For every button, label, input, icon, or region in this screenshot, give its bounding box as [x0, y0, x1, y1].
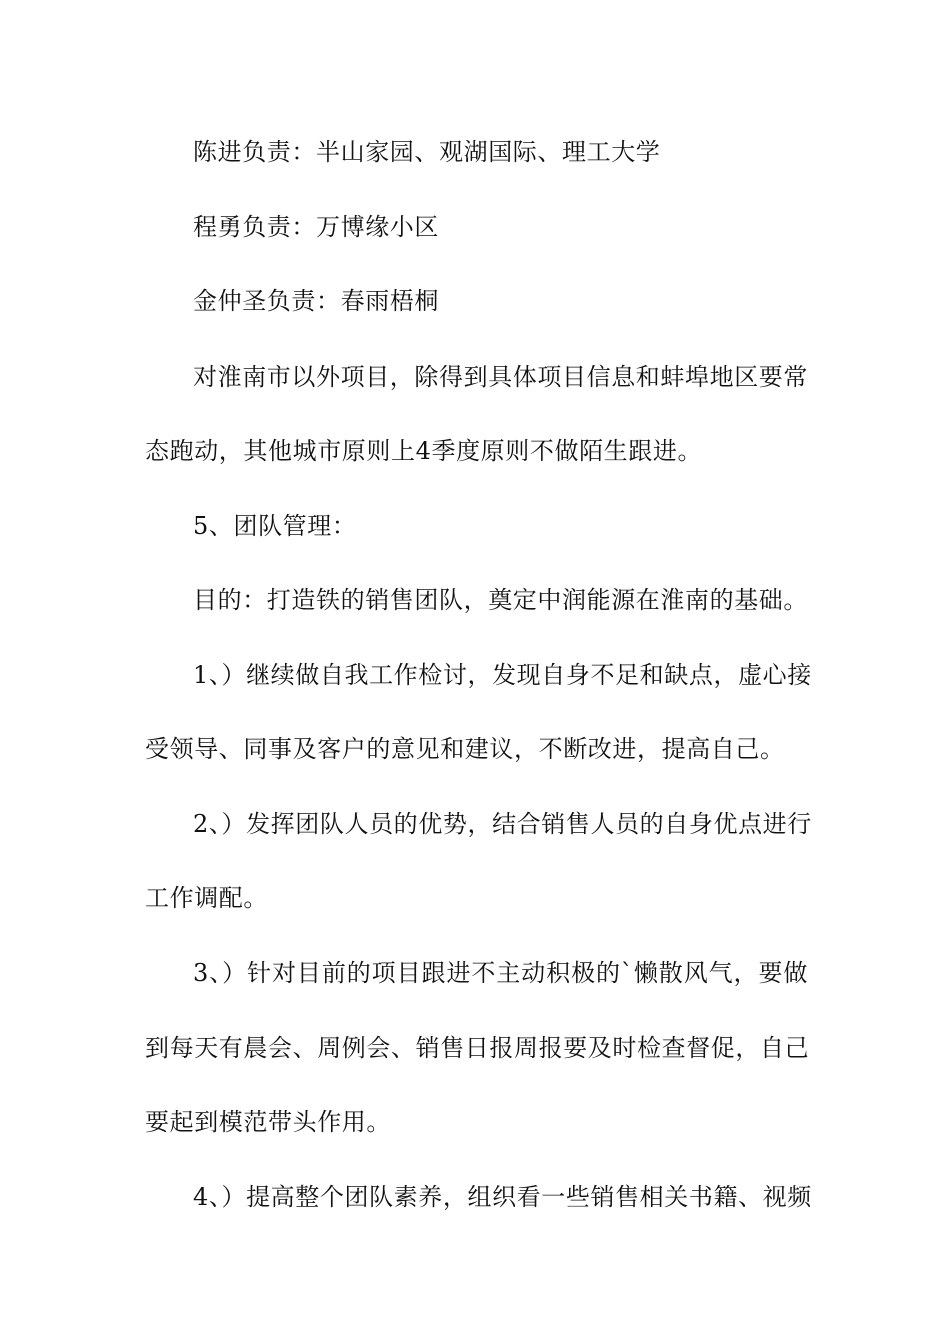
paragraph-goal: 目的：打造铁的销售团队，奠定中润能源在淮南的基础。 [193, 586, 808, 614]
item-2-line-2: 工作调配。 [145, 884, 268, 912]
item-3-line-1: 3、）针对目前的项目跟进不主动积极的`懒散风气，要做 [193, 959, 808, 987]
item-2-line-1: 2、）发挥团队人员的优势，结合销售人员的自身优点进行 [193, 810, 812, 838]
assignment-cheng-yong: 程勇负责：万博缘小区 [193, 213, 439, 241]
item-4-line-1: 4、）提高整个团队素养，组织看一些销售相关书籍、视频 [193, 1183, 812, 1211]
item-1-line-1: 1、）继续做自我工作检讨，发现自身不足和缺点，虚心接 [193, 661, 812, 689]
assignment-jin-zhongsheng: 金仲圣负责：春雨梧桐 [193, 287, 439, 315]
item-3-line-2: 到每天有晨会、周例会、销售日报周报要及时检查督促，自己 [145, 1034, 810, 1062]
paragraph-outside-projects-line-2: 态跑动，其他城市原则上4季度原则不做陌生跟进。 [145, 437, 703, 465]
item-1-line-2: 受领导、同事及客户的意见和建议，不断改进，提高自己。 [145, 735, 785, 763]
paragraph-outside-projects-line-1: 对淮南市以外项目，除得到具体项目信息和蚌埠地区要常 [193, 363, 808, 391]
assignment-chen-jin: 陈进负责：半山家园、观湖国际、理工大学 [193, 138, 661, 166]
section-heading-team-management: 5、团队管理： [193, 512, 357, 540]
item-3-line-3: 要起到模范带头作用。 [145, 1108, 391, 1136]
